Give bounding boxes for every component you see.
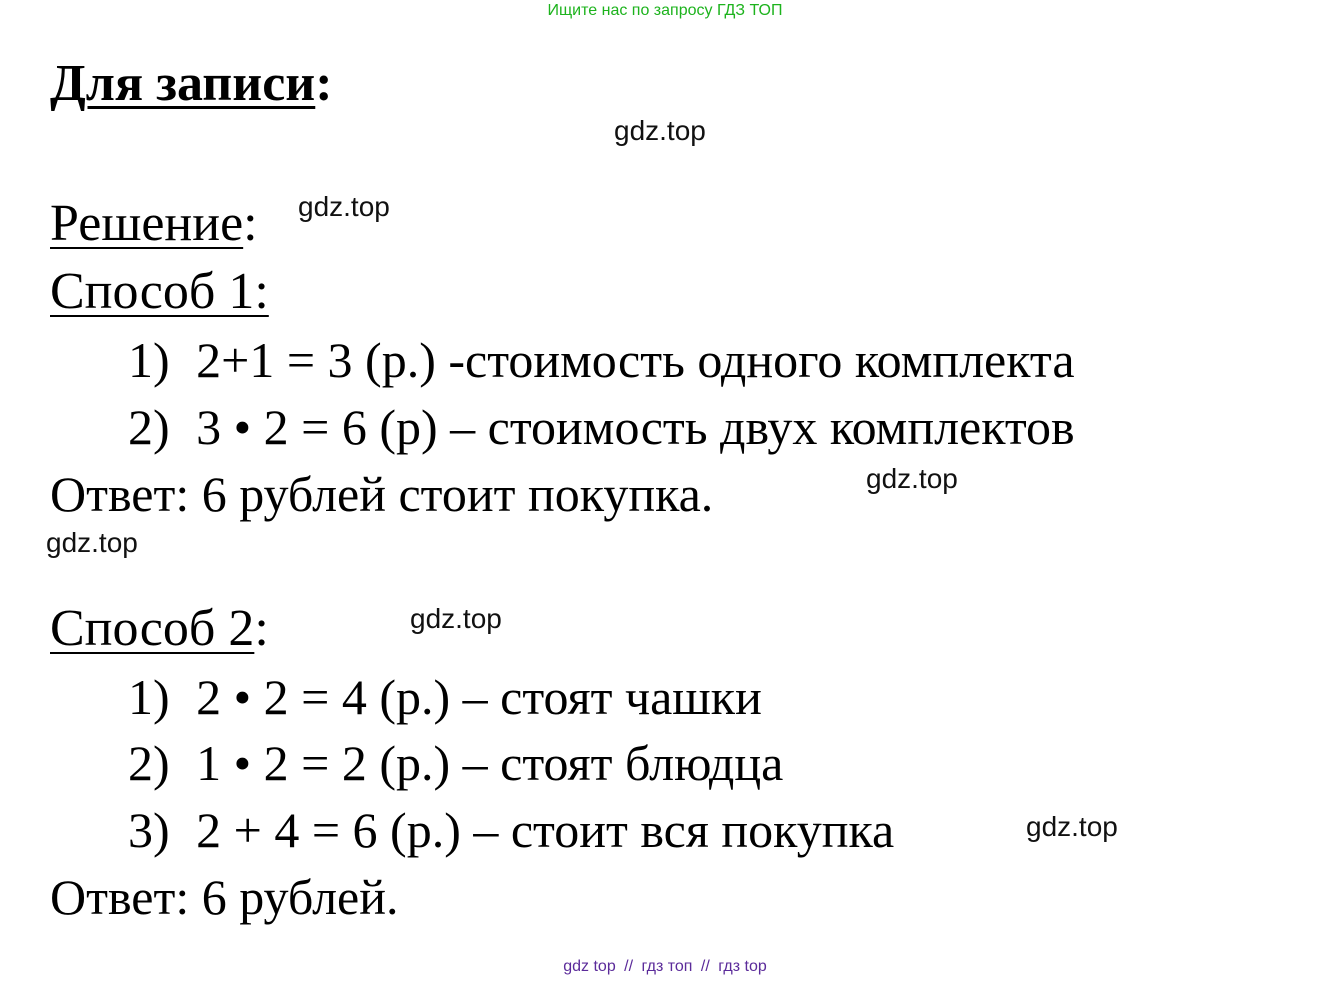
method2-title <box>50 600 269 657</box>
footer-link-gdz-top-mixed[interactable]: гдз top <box>718 958 767 975</box>
footer-separator: // <box>700 958 710 975</box>
method2-answer: Ответ: 6 рублей. <box>50 869 399 925</box>
step-number: 3) <box>128 802 170 858</box>
method2-step-3 <box>128 802 895 858</box>
watermark: gdz.top <box>614 115 706 146</box>
heading <box>50 55 333 112</box>
method2-colon: : <box>254 600 269 657</box>
footer-link-gdz-top-ru[interactable]: гдз топ <box>641 958 693 975</box>
heading-text: Для записи <box>50 55 316 112</box>
method2-title-text: Способ 2 <box>50 600 255 657</box>
solution-text: Решение <box>50 195 244 252</box>
step-number: 2) <box>128 399 170 455</box>
step-number: 2) <box>128 735 170 791</box>
step-text: 3 • 2 = 6 (р) – стоимость двух комплектов <box>196 399 1075 455</box>
footer-separator: // <box>624 958 634 975</box>
step-number: 1) <box>128 332 170 388</box>
solution-colon: : <box>243 195 258 252</box>
method1-step-2 <box>128 399 1075 455</box>
method1-title <box>50 263 269 320</box>
method1-title-text: Способ 1: <box>50 263 269 320</box>
step-text: 2+1 = 3 (р.) -стоимость одного комплекта <box>196 332 1075 388</box>
heading-colon: : <box>315 55 333 112</box>
watermark: gdz.top <box>1026 811 1118 842</box>
method2-step-1 <box>128 669 762 725</box>
step-text: 1 • 2 = 2 (р.) – стоят блюдца <box>196 735 784 791</box>
footer-link-gdz-top[interactable]: gdz top <box>563 958 616 975</box>
step-text: 2 + 4 = 6 (р.) – стоит вся покупка <box>196 802 895 858</box>
top-banner: Ищите нас по запросу ГДЗ ТОП <box>547 2 783 19</box>
watermark: gdz.top <box>866 463 958 494</box>
footer <box>0 958 1330 976</box>
step-number: 1) <box>128 669 170 725</box>
watermark: gdz.top <box>298 191 390 222</box>
method1-answer: Ответ: 6 рублей стоит покупка. <box>50 466 714 522</box>
watermark: gdz.top <box>410 603 502 634</box>
solution-label <box>50 195 258 252</box>
method2-step-2 <box>128 735 784 791</box>
step-text: 2 • 2 = 4 (р.) – стоят чашки <box>196 669 762 725</box>
method1-step-1 <box>128 332 1075 388</box>
watermark: gdz.top <box>46 527 138 558</box>
